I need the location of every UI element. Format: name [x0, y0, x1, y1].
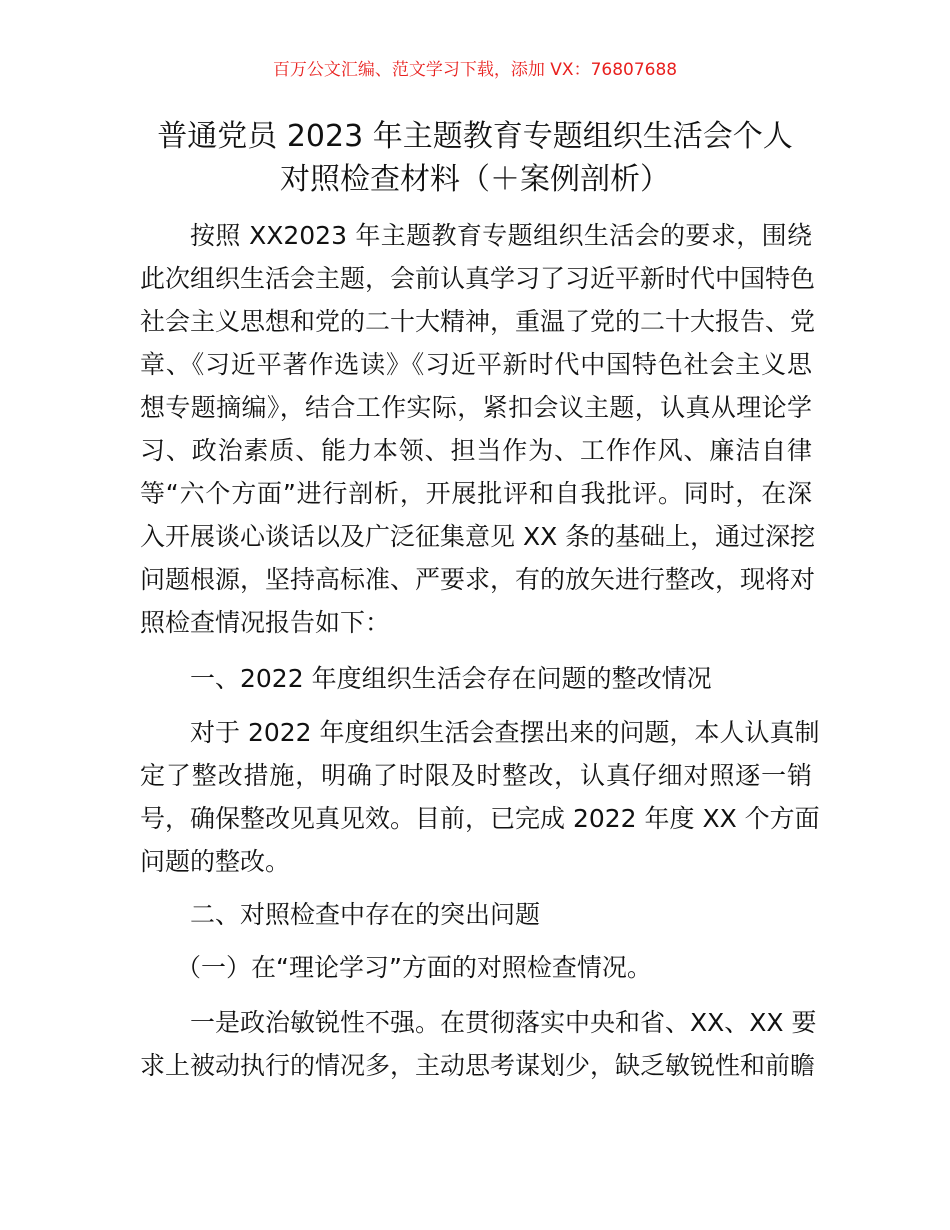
text-line: 习、政治素质、能力本领、担当作为、工作作风、廉洁自律	[140, 436, 812, 465]
text-line: 此次组织生活会主题，会前认真学习了习近平新时代中国特色	[140, 264, 816, 293]
text-line: 社会主义思想和党的二十大精神，重温了党的二十大报告、党	[140, 307, 816, 336]
text-line: 定了整改措施，明确了时限及时整改，认真仔细对照逐一销	[140, 761, 812, 790]
text-line: 等“六个方面”进行剖析，开展批评和自我批评。同时，在深	[140, 479, 812, 508]
text-line: 按照 XX2023 年主题教育专题组织生活会的要求，围绕	[190, 221, 812, 250]
section-heading: 一、2022 年度组织生活会存在问题的整改情况	[190, 664, 712, 693]
text-line: 对于 2022 年度组织生活会查摆出来的问题，本人认真制	[190, 718, 820, 747]
subsection-heading: （一）在“理论学习”方面的对照检查情况。	[176, 953, 652, 982]
text-line: 问题根源，坚持高标准、严要求，有的放矢进行整改，现将对	[140, 565, 816, 594]
text-line: 一是政治敏锐性不强。在贯彻落实中央和省、XX、XX 要	[190, 1008, 817, 1037]
text-line: 问题的整改。	[140, 847, 291, 876]
title-line: 普通党员 2023 年主题教育专题组织生活会个人	[157, 119, 793, 154]
header-note: 百万公文汇编、范文学习下载，添加 VX：76807688	[272, 60, 678, 80]
text-line: 想专题摘编》，结合工作实际，紧扣会议主题，认真从理论学	[140, 393, 812, 422]
text-line: 照检查情况报告如下：	[140, 608, 391, 637]
title-line: 对照检查材料（＋案例剖析）	[280, 162, 670, 197]
text-line: 求上被动执行的情况多，主动思考谋划少，缺乏敏锐性和前瞻	[140, 1051, 816, 1080]
text-line: 入开展谈心谈话以及广泛征集意见 XX 条的基础上，通过深挖	[140, 522, 816, 551]
text-line: 章、《习近平著作选读》《习近平新时代中国特色社会主义思	[140, 350, 812, 379]
text-line: 号，确保整改见真见效。目前，已完成 2022 年度 XX 个方面	[140, 804, 820, 833]
section-heading: 二、对照检查中存在的突出问题	[190, 900, 541, 929]
